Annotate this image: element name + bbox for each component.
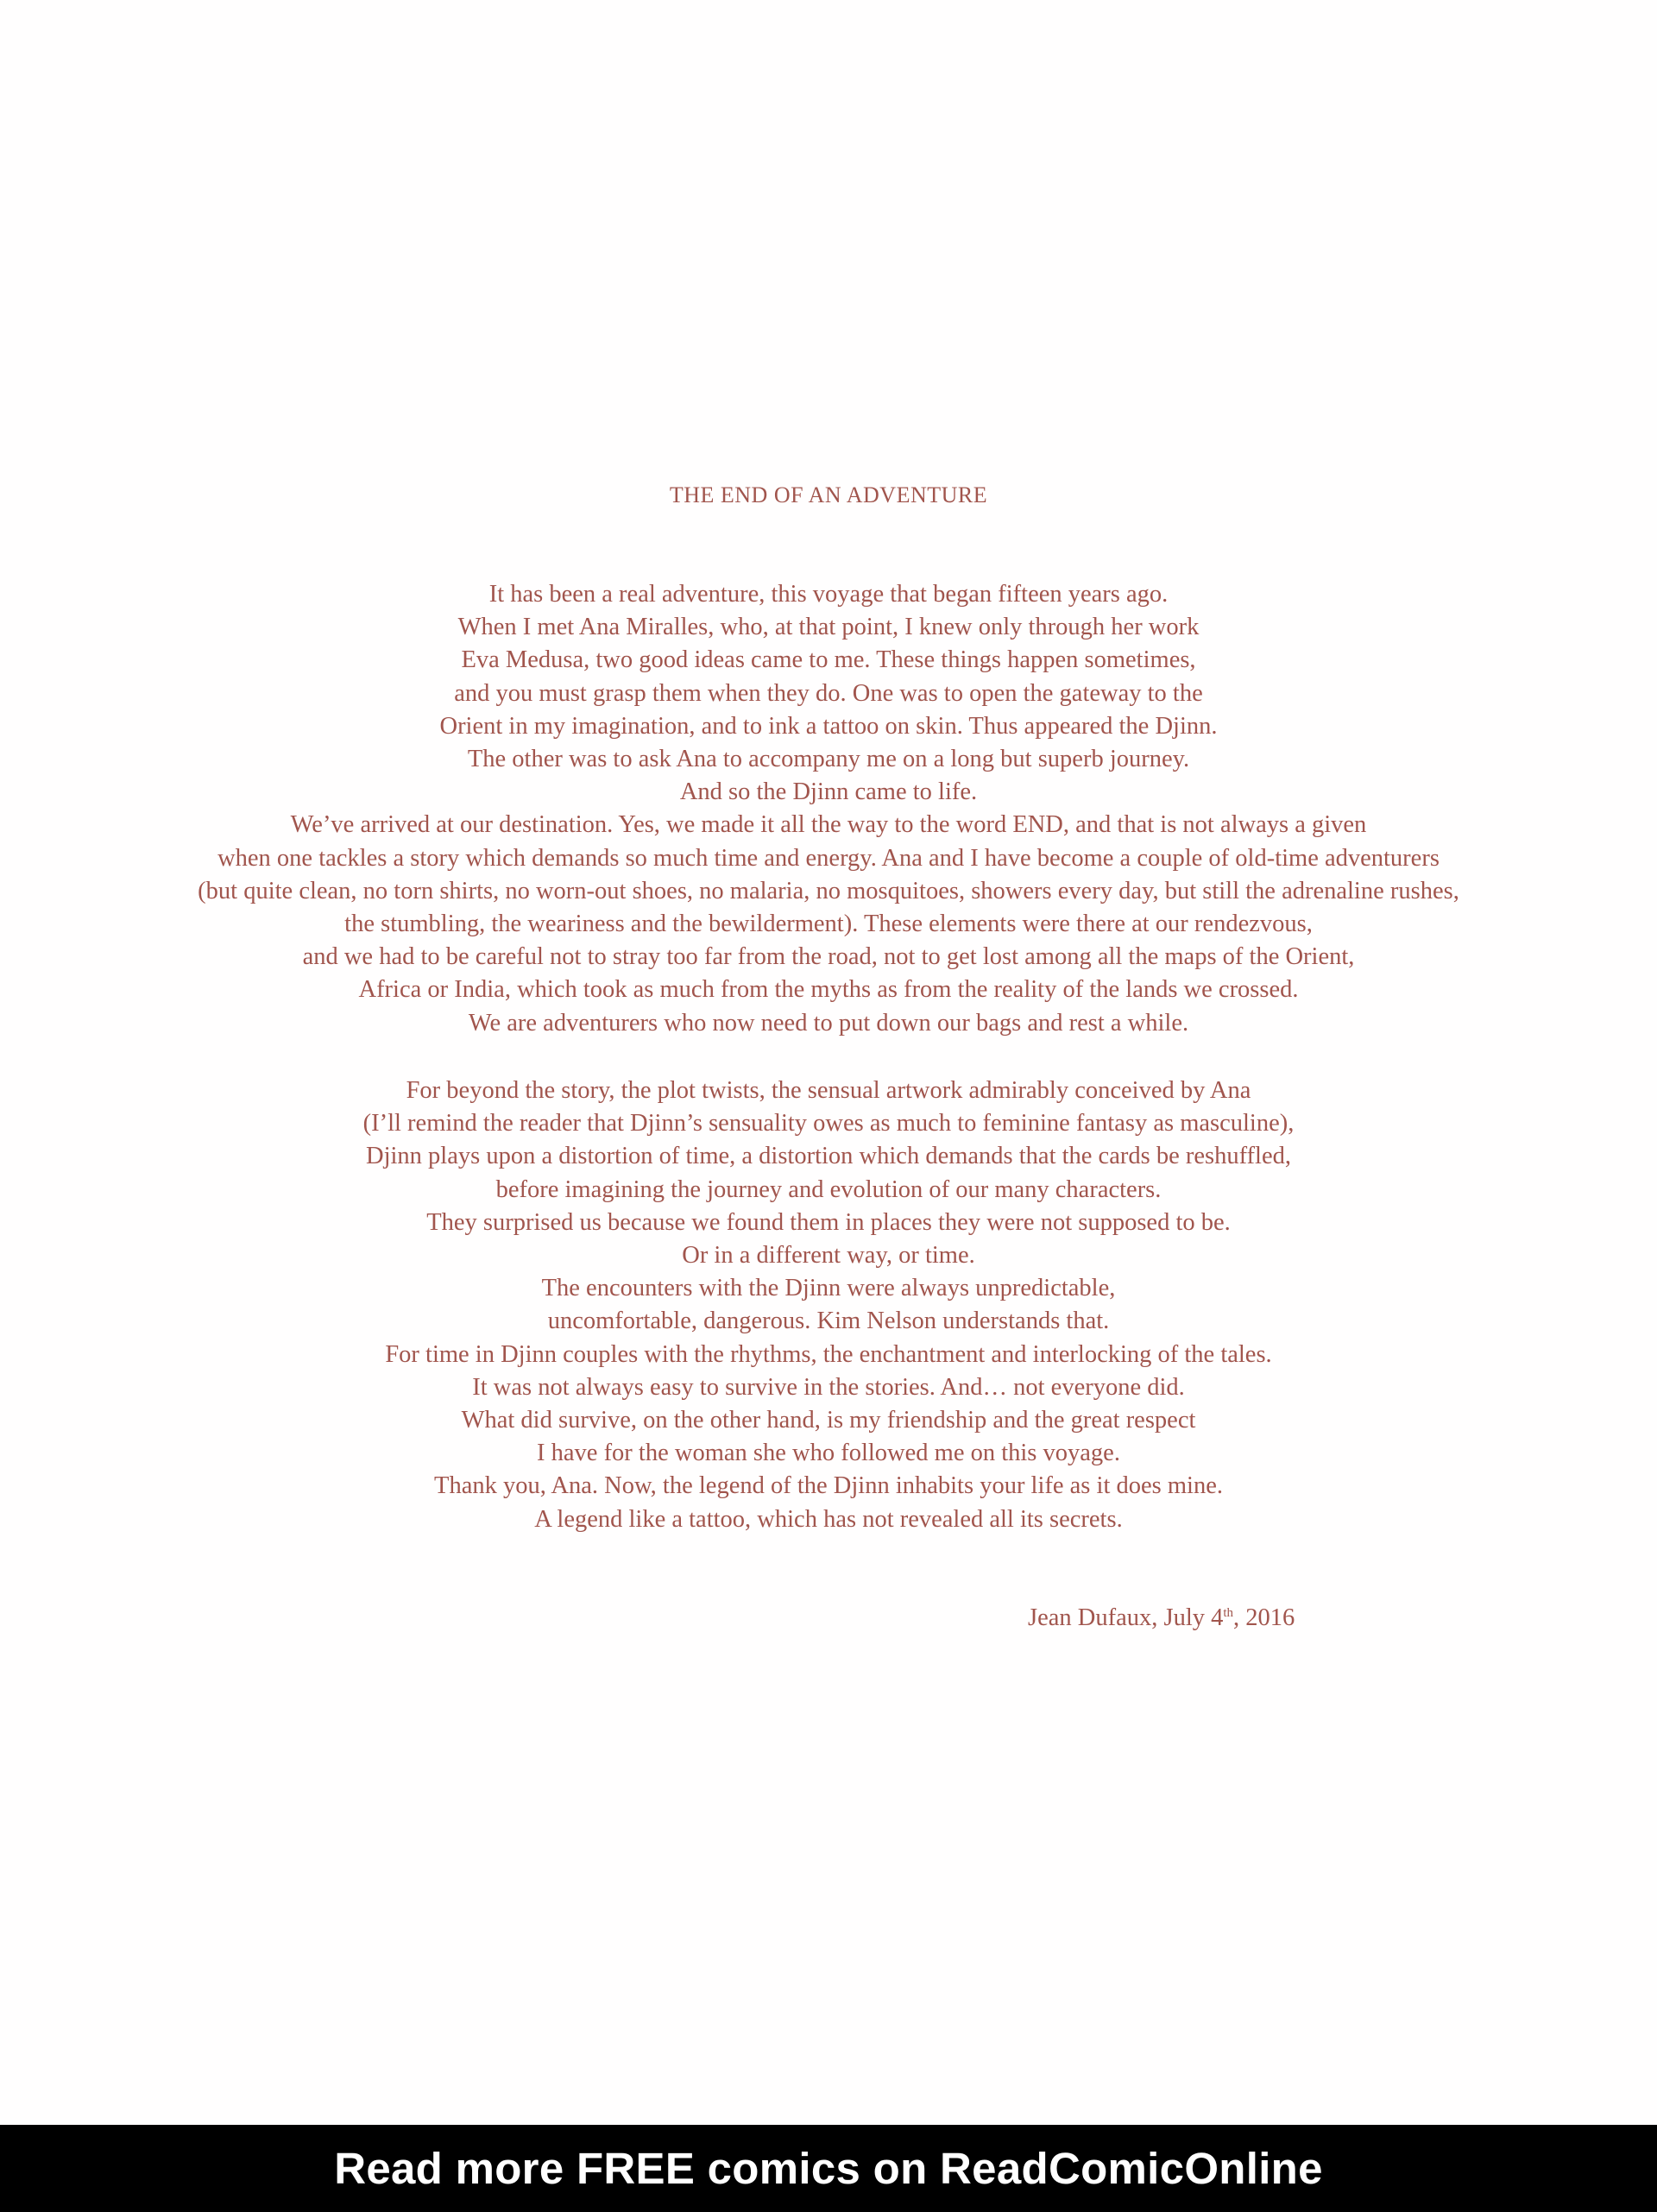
text-line: (I’ll remind the reader that Djinn’s sensuality owes as much to feminine fantasy as masculine), [362, 1110, 1295, 1138]
text-line: The encounters with the Djinn were always unpredictable, [541, 1275, 1116, 1302]
text-line: and you must grasp them when they do. One was to open the gateway to the [454, 679, 1203, 707]
text-line: They surprised us because we found them in places they were not supposed to be. [426, 1208, 1231, 1236]
text-line: (but quite clean, no torn shirts, no worn-out shoes, no malaria, no mosquitoes, showers every day, but still the adrenaline rushes, [198, 877, 1459, 904]
paragraph-1 [0, 578, 1657, 1040]
signature-ordinal-suffix: th [1223, 1606, 1234, 1620]
text-line: For time in Djinn couples with the rhythms, the enchantment and interlocking of the tales. [385, 1340, 1272, 1368]
text-line: Djinn plays upon a distortion of time, a distortion which demands that the cards be reshuffled, [366, 1143, 1291, 1170]
text-line: before imagining the journey and evolution of our many characters. [495, 1175, 1162, 1203]
page-title: THE END OF AN ADVENTURE [669, 482, 988, 507]
signature-name-date: Jean Dufaux, July 4 [1028, 1604, 1224, 1631]
text-line: It was not always easy to survive in the stories. And… not everyone did. [472, 1373, 1185, 1401]
text-line: A legend like a tattoo, which has not revealed all its secrets. [534, 1505, 1123, 1533]
text-line: Or in a different way, or time. [682, 1242, 975, 1270]
text-line: For beyond the story, the plot twists, the sensual artwork admirably conceived by Ana [406, 1077, 1251, 1104]
text-line: We are adventurers who now need to put down our bags and rest a while. [468, 1009, 1189, 1037]
signature-year: , 2016 [1233, 1604, 1295, 1631]
text-line: and we had to be careful not to stray too far from the road, not to get lost among all the maps of the Orient, [302, 943, 1355, 971]
promo-banner-text[interactable]: Read more FREE comics on ReadComicOnline [334, 2144, 1323, 2193]
author-signature [1028, 1602, 1295, 1635]
text-line: Africa or India, which took as much from the myths as from the reality of the lands we crossed. [358, 976, 1299, 1004]
text-line: What did survive, on the other hand, is my friendship and the great respect [461, 1407, 1196, 1434]
text-line: the stumbling, the weariness and the bewilderment). These elements were there at our rendezvous, [344, 911, 1313, 938]
text-line: when one tackles a story which demands so much time and energy. Ana and I have become a couple of old-time adventurers [217, 844, 1440, 872]
text-line: When I met Ana Miralles, who, at that point, I knew only through her work [457, 614, 1200, 641]
text-line: Eva Medusa, two good ideas came to me. These things happen sometimes, [461, 646, 1196, 674]
text-line: Thank you, Ana. Now, the legend of the Djinn inhabits your life as it does mine. [434, 1472, 1223, 1500]
text-line: The other was to ask Ana to accompany me on a long but superb journey. [467, 746, 1190, 773]
text-line: And so the Djinn came to life. [679, 778, 978, 806]
paragraph-2 [0, 1074, 1657, 1536]
text-line: I have for the woman she who followed me on this voyage. [537, 1440, 1120, 1467]
text-line: Orient in my imagination, and to ink a tattoo on skin. Thus appeared the Djinn. [439, 712, 1218, 740]
text-line: uncomfortable, dangerous. Kim Nelson understands that. [547, 1308, 1110, 1335]
promo-banner[interactable] [0, 2125, 1657, 2212]
text-line: It has been a real adventure, this voyage that began fifteen years ago. [488, 581, 1169, 608]
text-line: We’ve arrived at our destination. Yes, we made it all the way to the word END, and that is not always a given [290, 811, 1367, 839]
